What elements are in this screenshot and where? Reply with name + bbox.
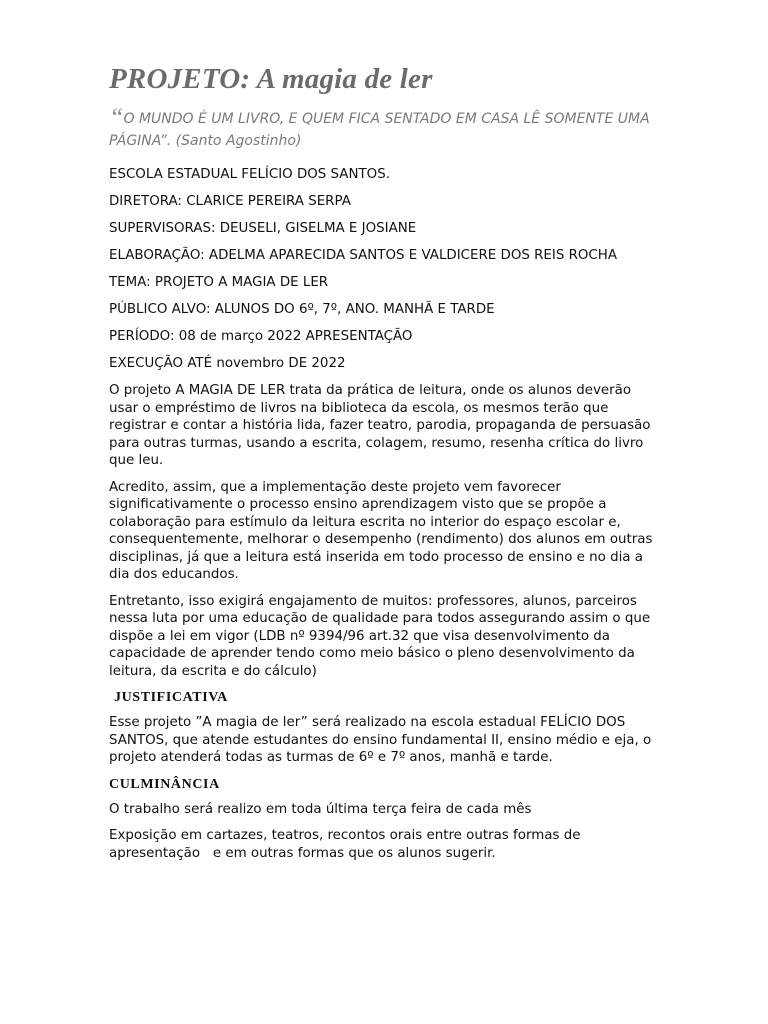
epigraph-text: O MUNDO É UM LIVRO, E QUEM FICA SENTADO EM CASA LÊ SOMENTE UMA PÁGINA”. (Santo Agostinho)	[109, 111, 650, 149]
period-line: PERÍODO: 08 de março 2022 APRESENTAÇÃO	[109, 329, 413, 344]
justification-paragraph: Esse projeto ”A magia de ler” será realizado na escola estadual FELÍCIO DOS SANTOS, que atende estudantes do ensino fundamental II, ensino médio e eja, o projeto atenderá todas as turmas de 6º e 7º anos, manhã e tarde.	[109, 715, 652, 765]
body-paragraph-1: O projeto A MAGIA DE LER trata da prática de leitura, onde os alunos deverão usar o empréstimo de livros na biblioteca da escola, os mesmos terão que registrar e contar a história lida, fazer teatro, parodia, propaganda de persuasão para outras turmas, usando a escrita, colagem, resumo, resenha crítica do livro que leu.	[109, 383, 651, 468]
body-paragraph-2: Acredito, assim, que a implementação deste projeto vem favorecer significativamente o processo ensino aprendizagem visto que se propõe a colaboração para estímulo da leitura escrita no interior do espaço escolar e, consequentemente, melhorar o desempenho (rendimento) dos alunos em outras disciplinas, já que a leitura está inserida em todo processo de ensino e no dia a dia dos educandos.	[109, 479, 653, 582]
audience-line: PÚBLICO ALVO: ALUNOS DO 6º, 7º, ANO. MANHÃ E TARDE	[109, 302, 495, 317]
culmination-paragraph-1: O trabalho será realizo em toda última terça feira de cada mês	[109, 801, 532, 817]
school-name: ESCOLA ESTADUAL FELÍCIO DOS SANTOS.	[109, 167, 390, 182]
document-page	[109, 62, 657, 871]
supervisors-line: SUPERVISORAS: DEUSELI, GISELMA E JOSIANE	[109, 221, 417, 236]
document-title: PROJETO: A magia de ler	[109, 63, 433, 95]
open-quote-mark: “	[109, 103, 124, 132]
body-paragraph-3: Entretanto, isso exigirá engajamento de muitos: professores, alunos, parceiros nessa luta por uma educação de qualidade para todos assegurando assim o que dispõe a lei em vigor (LDB nº 9394/96 art.32 que visa desenvolvimento da capacidade de aprender tendo como meio básico o pleno desenvolvimento da leitura, da escrita e do cálculo)	[109, 593, 651, 679]
justification-heading: JUSTIFICATIVA	[114, 690, 228, 705]
director-line: DIRETORA: CLARICE PEREIRA SERPA	[109, 194, 351, 209]
execution-line: EXECUÇÃO ATÉ novembro DE 2022	[109, 356, 346, 371]
culmination-paragraph-2: Exposição em cartazes, teatros, recontos orais entre outras formas de apresentação e em outras formas que os alunos sugerir.	[109, 828, 585, 861]
elaboration-line: ELABORAÇÃO: ADELMA APARECIDA SANTOS E VALDICERE DOS REIS ROCHA	[109, 248, 618, 263]
culmination-heading: CULMINÂNCIA	[109, 776, 220, 792]
epigraph-quote	[109, 103, 657, 152]
theme-line: TEMA: PROJETO A MAGIA DE LER	[109, 275, 329, 290]
